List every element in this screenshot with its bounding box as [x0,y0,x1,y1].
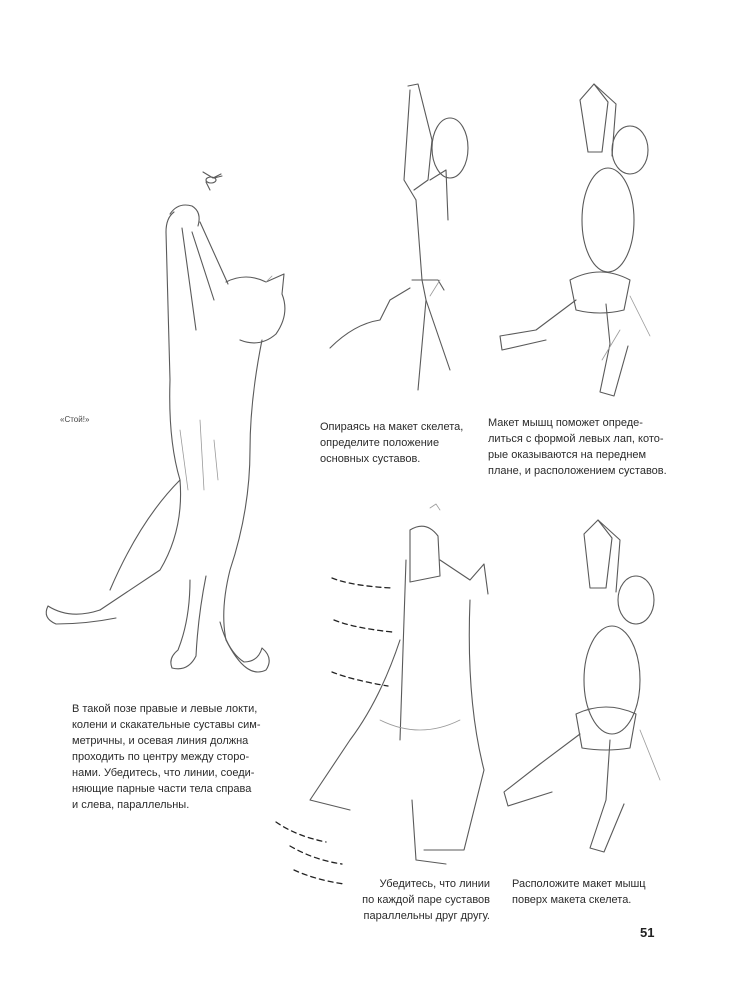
page-number: 51 [640,925,655,940]
caption-muscle-model: Макет мышц поможет опреде- литься с формой левых лап, кото- рые оказываются на переднем плане, и расположением суставов. [488,417,667,477]
caption-skeleton-joints: Опираясь на макет скелета, определите положение основных суставов. [320,421,464,465]
skeleton-axis-drawing [330,84,468,390]
caption-symmetry: В такой позе правые и левые локти, колени и скакательные суставы сим- метричны, и осевая линия должна проходить по центру между сторо- нами. Убедитесь, что линии, соеди- няющие парные части тела справа и слева, параллельны. [72,703,261,811]
muscle-model-drawing [500,84,650,396]
caption-parallel-lines: Убедитесь, что линии по каждой паре суставов параллельны друг другу. [362,878,490,922]
cat-pose-label: «Стой!» [60,415,90,424]
parallel-joints-drawing [276,504,488,884]
caption-muscle-over-skeleton: Расположите макет мышц поверх макета скелета. [512,878,646,906]
muscle-over-skeleton-drawing [504,520,660,852]
